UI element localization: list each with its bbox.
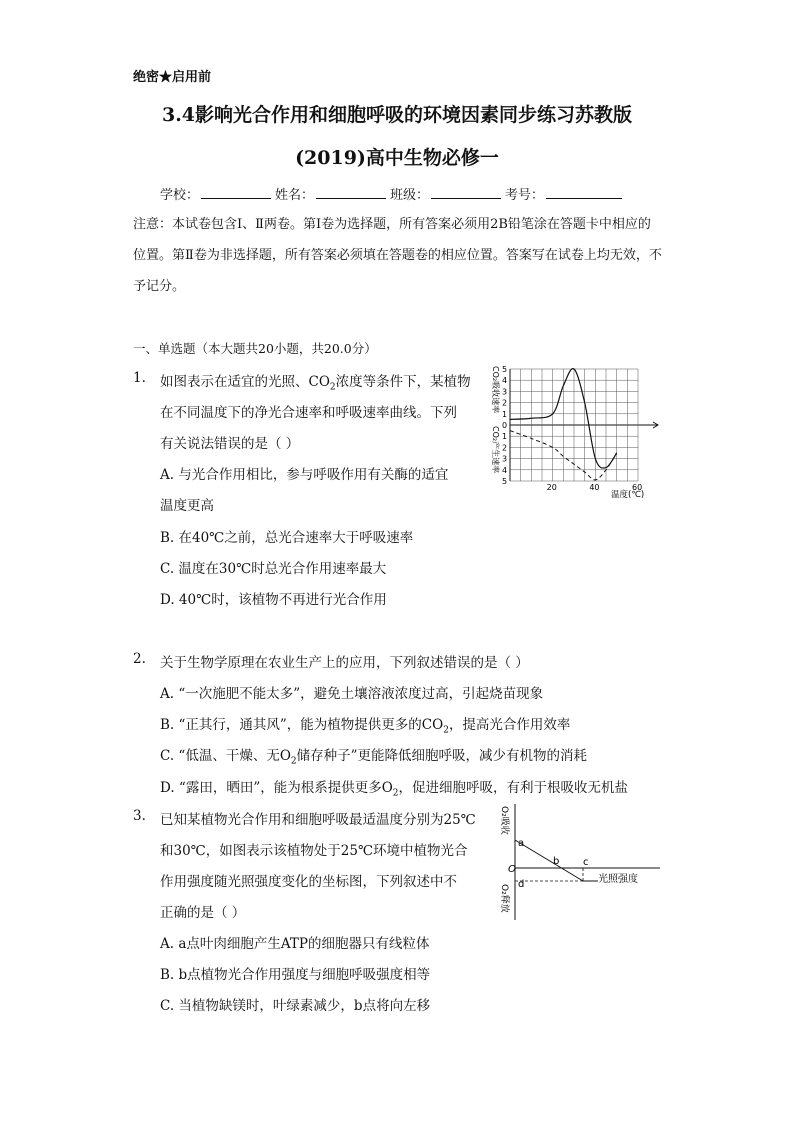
chart1-ylabel-bottom: CO₂产生速率	[491, 426, 500, 474]
chart1-ytick: 5	[502, 365, 508, 374]
q3-option-c[interactable]: C. 当植物缺镁时，叶绿素减少，b点将向左移	[160, 998, 431, 1014]
chart1-x-arrow	[638, 422, 658, 428]
chart1-xtick: 40	[589, 483, 600, 492]
chart2-curve	[515, 840, 583, 881]
chart2-point-c: c	[583, 857, 589, 868]
name-blank[interactable]	[316, 186, 386, 199]
q2-option-c[interactable]: C. “低温、干燥、无$O_2$储存种子”更能降低细胞呼吸，减少有机物的消耗	[160, 748, 588, 767]
q3-number: 3.	[133, 808, 146, 824]
q1-option-c[interactable]: C. 温度在30℃时总光合作用速率最大	[160, 561, 387, 577]
chart1-ytick: 2	[502, 398, 508, 408]
number-blank[interactable]	[546, 186, 622, 199]
q1-stem-line1: 如图表示在适宜的光照、$CO_2$浓度等条件下，某植物	[160, 374, 471, 393]
chart2-point-a: a	[518, 838, 525, 849]
chart1-ytick: 2	[502, 443, 508, 453]
class-blank[interactable]	[431, 186, 501, 199]
q1-stem-line3: 有关说法错误的是（ ）	[160, 436, 300, 452]
name-label: 姓名：	[275, 188, 315, 203]
chart2-origin: O	[508, 864, 516, 875]
chart1-svg	[485, 362, 665, 502]
q1-number: 1.	[133, 370, 146, 386]
q2-option-b[interactable]: B. “正其行，通其风”，能为植物提供更多的$CO_2$，提高光合作用效率	[160, 717, 571, 736]
chart1-xlabel: 温度(℃)	[611, 490, 645, 500]
chart2-point-b: b	[553, 856, 560, 867]
chart1-ylabel-top: CO₂吸收速率	[491, 366, 500, 414]
class-label: 班级：	[390, 188, 430, 203]
secret-label: 绝密★启用前	[133, 70, 212, 85]
q3-stem-line3: 作用强度随光照强度变化的坐标图，下列叙述中不	[160, 874, 457, 890]
chart1-xtick: 60	[632, 483, 643, 492]
chart1-ytick: 5	[502, 477, 508, 486]
q2-stem: 关于生物学原理在农业生产上的应用，下列叙述错误的是（ ）	[160, 655, 529, 671]
chart1-ytick: 4	[502, 376, 508, 386]
chart2-ylabel-bottom: O₂释放	[499, 884, 509, 913]
chart2-xlabel: 光照强度	[598, 874, 638, 885]
q2-option-a[interactable]: A. “一次施肥不能太多”，避免土壤溶液浓度过高，引起烧苗现象	[160, 686, 544, 702]
chart1-grid	[510, 369, 658, 481]
chart2-svg	[490, 802, 670, 927]
q2-number: 2.	[133, 651, 146, 667]
number-label: 考号：	[505, 188, 545, 203]
chart1-ytick: 0	[502, 421, 508, 430]
chart2-point-d: d	[518, 879, 525, 890]
q1-option-b[interactable]: B. 在40℃之前，总光合速率大于呼吸速率	[160, 530, 414, 546]
chart2-ylabel-top: O₂吸收	[499, 806, 509, 835]
chart1-ytick: 3	[502, 387, 508, 397]
chart1-ytick: 1	[502, 432, 508, 442]
student-info-row	[160, 184, 626, 203]
chart1-xtick: 20	[546, 483, 557, 492]
q3-option-b[interactable]: B. b点植物光合作用强度与细胞呼吸强度相等	[160, 967, 431, 983]
q1-option-d[interactable]: D. 40℃时，该植物不再进行光合作用	[160, 592, 387, 608]
q3-stem-line4: 正确的是（ ）	[160, 905, 246, 921]
chart1-ytick: 1	[502, 409, 508, 419]
q3-stem-line1: 已知某植物光合作用和细胞呼吸最适温度分别为25℃	[160, 812, 476, 828]
page-title-line2: (2019)高中生物必修一	[295, 147, 499, 169]
section-heading: 一、单选题（本大题共20小题，共20.0分）	[133, 341, 377, 356]
q2-option-d[interactable]: D. “露田，晒田”，能为根系提供更多$O_2$，促进细胞呼吸，有利于根吸收无机盐	[160, 780, 629, 799]
q1-option-a[interactable]: A. 与光合作用相比，参与呼吸作用有关酶的适宜	[160, 467, 449, 483]
q1-option-a-cont: 温度更高	[160, 498, 214, 514]
chart1-ticks	[502, 365, 642, 492]
q3-option-a[interactable]: A. a点叶肉细胞产生ATP的细胞器只有线粒体	[160, 936, 430, 952]
notice-text: 注意：本试卷包含Ⅰ、Ⅱ两卷。第Ⅰ卷为选择题，所有答案必须用2B铅笔涂在答题卡中相应的位置。第Ⅱ卷为非选择题，所有答案必须填在答题卷的相应位置。答案写在试卷上均无效，不予记分。	[133, 217, 662, 294]
page-title-line1: 3.4影响光合作用和细胞呼吸的环境因素同步练习苏教版	[161, 104, 633, 126]
school-label: 学校：	[160, 188, 200, 203]
q1-stem-line2: 在不同温度下的净光合速率和呼吸速率曲线。下列	[160, 405, 457, 421]
chart1-ytick: 3	[502, 454, 508, 464]
q3-stem-line2: 和30℃，如图表示该植物处于25℃环境中植物光合	[160, 843, 468, 859]
school-blank[interactable]	[201, 186, 271, 199]
chart1-ytick: 4	[502, 465, 508, 475]
